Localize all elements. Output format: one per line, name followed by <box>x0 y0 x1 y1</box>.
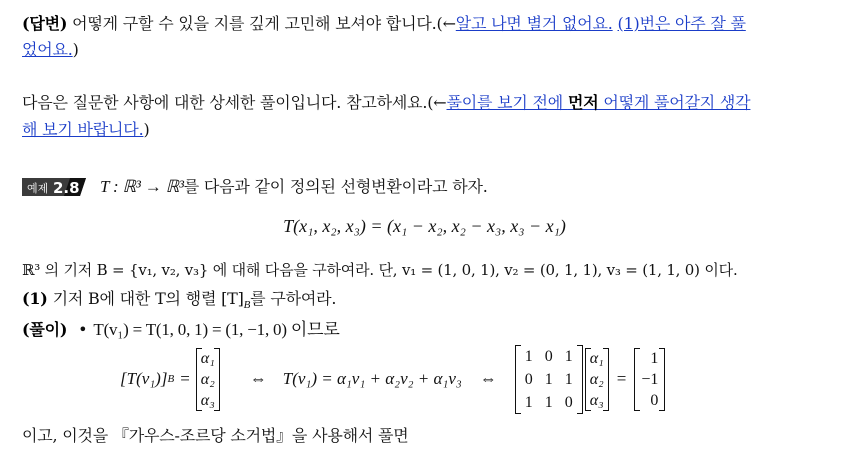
rhs-cell: 1 <box>650 349 659 367</box>
coord-vector <box>196 348 220 411</box>
answer-line-1 <box>22 12 746 36</box>
matrix-cell: 0 <box>524 370 533 388</box>
iff-arrow-icon: ⇔ <box>479 369 497 388</box>
left-arrow-icon: ← <box>433 93 447 112</box>
answer-link-2-cont[interactable]: 었어요. <box>22 40 73 59</box>
left-arrow-icon: ← <box>442 14 456 33</box>
statement-text: 를 다음과 같이 정의된 선형변환이라고 하자. <box>183 177 488 196</box>
example-statement <box>100 175 488 199</box>
answer-link-1[interactable]: 알고 나면 별거 없어요. <box>455 14 613 33</box>
matrix-cell: 0 <box>564 393 573 411</box>
solution-label: (풀이) <box>22 320 68 339</box>
rhs-cell: 0 <box>650 391 659 409</box>
paren-open: ( <box>436 14 443 33</box>
eq-lhs: [T(v₁)] <box>120 369 168 388</box>
paren-close: ) <box>72 40 79 59</box>
intro-link-c[interactable]: 해 보기 바랍니다. <box>22 120 144 139</box>
alpha-cell: α₃ <box>589 391 604 409</box>
coefficient-matrix <box>515 345 583 414</box>
statement-math: T : ℝ³ → ℝ³ <box>100 177 184 196</box>
question-sub: B <box>243 299 251 312</box>
definition-equation: T(x₁, x₂, x₃) = (x₁ − x₂, x₂ − x₃, x₃ − x₁) <box>283 216 566 236</box>
answer-text: 어떻게 구할 수 있을 지를 깊게 고민해 보셔야 합니다. <box>67 14 437 33</box>
matrix-cell: 1 <box>524 347 533 365</box>
coord-cell: α₁ <box>200 349 215 367</box>
bullet: • <box>78 320 88 339</box>
answer-link-2[interactable]: (1)번은 아주 잘 풀 <box>617 14 746 33</box>
coord-cell: α₃ <box>200 391 215 409</box>
badge-prefix: 예제 <box>27 182 49 195</box>
intro-link-a[interactable]: 풀이를 보기 전에 <box>446 93 568 112</box>
solution-text: T(v₁) = T(1, 0, 1) = (1, −1, 0) 이므로 <box>93 320 340 339</box>
question-number: (1) <box>22 289 48 308</box>
alpha-cell: α₁ <box>589 349 604 367</box>
solution-line <box>22 318 340 342</box>
intro-line-1 <box>22 91 750 115</box>
question-1 <box>22 287 336 317</box>
matrix-cell: 1 <box>524 393 533 411</box>
intro-link-bold[interactable]: 먼저 <box>567 93 599 112</box>
answer-label: (답변) <box>22 14 68 33</box>
example-badge <box>20 176 88 198</box>
basis-line: ℝ³ 의 기저 B = {v₁, v₂, v₃} 에 대해 다음을 구하여라. 단, v₁ = (1, 0, 1), v₂ = (0, 1, 1), v₃ = (1, 1, 0) 이다. <box>22 261 738 279</box>
intro-line-2 <box>22 118 150 142</box>
matrix-table <box>519 345 579 414</box>
rhs-cell: −1 <box>641 370 659 388</box>
iff-arrow-icon: ⇔ <box>249 369 267 388</box>
matrix-cell: 1 <box>564 347 573 365</box>
intro-link-b[interactable]: 어떻게 풀어갈지 생각 <box>598 93 751 112</box>
eq-lhs-sub: B <box>167 373 175 385</box>
question-text: 기저 B에 대한 T의 행렬 [T] <box>47 289 244 308</box>
answer-line-2 <box>22 38 79 62</box>
alpha-vector <box>585 348 609 411</box>
paren-close: ) <box>143 120 150 139</box>
matrix-cell: 1 <box>544 393 553 411</box>
alpha-cell: α₂ <box>589 370 604 388</box>
intro-text: 다음은 질문한 사항에 대한 상세한 풀이입니다. 참고하세요. <box>22 93 428 112</box>
coord-cell: α₂ <box>200 370 215 388</box>
rhs-vector <box>634 348 665 411</box>
badge-number: 2.8 <box>53 179 80 197</box>
paren-open: ( <box>427 93 434 112</box>
matrix-cell: 1 <box>544 370 553 388</box>
eq-equals: = <box>180 369 190 388</box>
closing-line: 이고, 이것을 『가우스-조르당 소거법』을 사용해서 풀면 <box>22 426 409 445</box>
linear-combination: T(v₁) = α₁v₁ + α₂v₂ + α₁v₃ <box>282 369 462 388</box>
matrix-cell: 1 <box>564 370 573 388</box>
equation-row <box>120 346 665 412</box>
eq-equals-2: = <box>616 369 627 388</box>
question-tail: 를 구하여라. <box>250 289 337 308</box>
matrix-cell: 0 <box>544 347 553 365</box>
